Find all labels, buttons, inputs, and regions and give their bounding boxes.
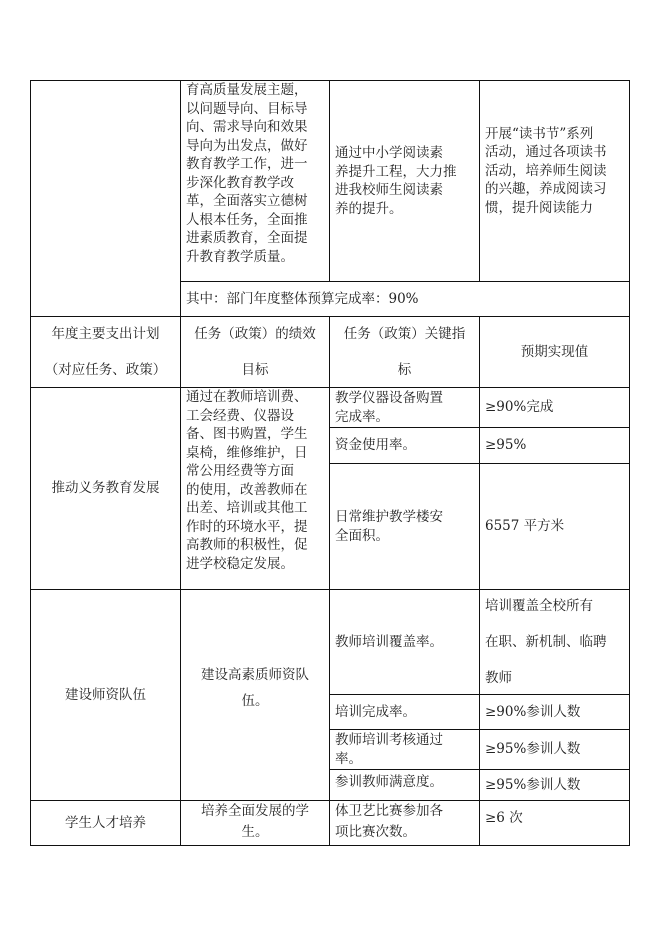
indicator-cell [329, 800, 480, 846]
indicator-text: 体卫艺比赛参加各 项比赛次数。 [335, 803, 443, 840]
value-text: 培训覆盖全校所有 在职、新机制、临聘 教师 [485, 598, 607, 686]
value-cell [479, 80, 630, 282]
plan-text: 建设师资队伍 [65, 686, 146, 703]
header-indicator [329, 316, 480, 388]
value-cell [479, 800, 630, 846]
value-cell [479, 694, 630, 730]
value-cell [479, 387, 630, 428]
indicator-text: 教师培训考核通过 率。 [335, 732, 443, 767]
indicator-text: 教师培训覆盖率。 [335, 633, 443, 650]
indicator-cell [329, 694, 480, 730]
value-text: 开展“读书节”系列 活动，通过各项读书 活动，培养师生阅读 的兴趣，养成阅读习 惯，提升阅读能力 [485, 125, 607, 216]
budget-note-cell [180, 281, 630, 317]
table-row-goal [180, 589, 330, 801]
table-row-goal [180, 387, 330, 590]
value-text: ≥6 次 [485, 810, 523, 826]
goal-text: 培养全面发展的学 生。 [201, 803, 309, 840]
value-text: ≥95%参训人数 [485, 776, 581, 793]
indicator-text: 教学仪器设备购置 完成率。 [335, 390, 443, 425]
goal-text: 育高质量发展主题， 以问题导向、目标导 向、需求导向和效果 导向为出发点，做好 教育教学工作，进一 步深化教育教学改 革，全面落实立德树 人根本任务，全面推 进素质教育，全面提 升教育教学质量。 [186, 82, 308, 265]
goal-text: 通过在教师培训费、 工会经费、仪器设 备、图书购置，学生 桌椅，维修维护，日 常公用经费等方面 的使用，改善教师在 出差、培训或其他工 作时的环境水平，提 高教师的积极性，促 进学校稳定发展。 [186, 389, 308, 572]
table-row-plan [30, 589, 181, 801]
value-text: ≥90%参训人数 [485, 703, 581, 720]
indicator-cell [329, 387, 480, 428]
header-goal-text: 任务（政策）的绩效 目标 [194, 326, 316, 378]
indicator-cell [329, 769, 480, 801]
indicator-text: 通过中小学阅读素 养提升工程，大力推 进我校师生阅读素 养的提升。 [335, 145, 457, 217]
value-cell [479, 729, 630, 770]
table-row-goal [180, 800, 330, 846]
plan-text: 学生人才培养 [65, 814, 146, 831]
indicator-text: 培训完成率。 [335, 703, 416, 720]
header-value-text: 预期实现值 [520, 343, 589, 360]
value-text: ≥95%参训人数 [485, 741, 581, 758]
header-goal [180, 316, 330, 388]
value-cell [479, 463, 630, 590]
value-cell [479, 427, 630, 464]
table-row-plan [30, 800, 181, 846]
header-value [479, 316, 630, 388]
value-text: ≥95% [485, 437, 527, 454]
indicator-cell [329, 463, 480, 590]
indicator-cell [329, 427, 480, 464]
plan-cell-empty [30, 80, 181, 317]
header-indicator-text: 任务（政策）关键指 标 [343, 326, 466, 378]
budget-note: 其中：部门年度整体预算完成率：90% [186, 290, 419, 307]
plan-text: 推动义务教育发展 [51, 480, 160, 497]
value-text: 6557 平方米 [485, 518, 565, 535]
indicator-text: 参训教师满意度。 [335, 774, 443, 790]
goal-text: 建设高素质师资队 伍。 [201, 667, 309, 709]
header-plan [30, 316, 181, 388]
indicator-text: 资金使用率。 [335, 437, 416, 454]
value-text: ≥90%完成 [485, 399, 554, 416]
value-cell [479, 589, 630, 695]
value-cell [479, 769, 630, 801]
header-plan-text: 年度主要支出计划 （对应任务、政策） [44, 326, 167, 378]
goal-cell [180, 80, 330, 282]
indicator-text: 日常维护教学楼安 全面积。 [335, 509, 443, 544]
indicator-cell [329, 80, 480, 282]
indicator-cell [329, 729, 480, 770]
table-row-plan [30, 387, 181, 590]
indicator-cell [329, 589, 480, 695]
